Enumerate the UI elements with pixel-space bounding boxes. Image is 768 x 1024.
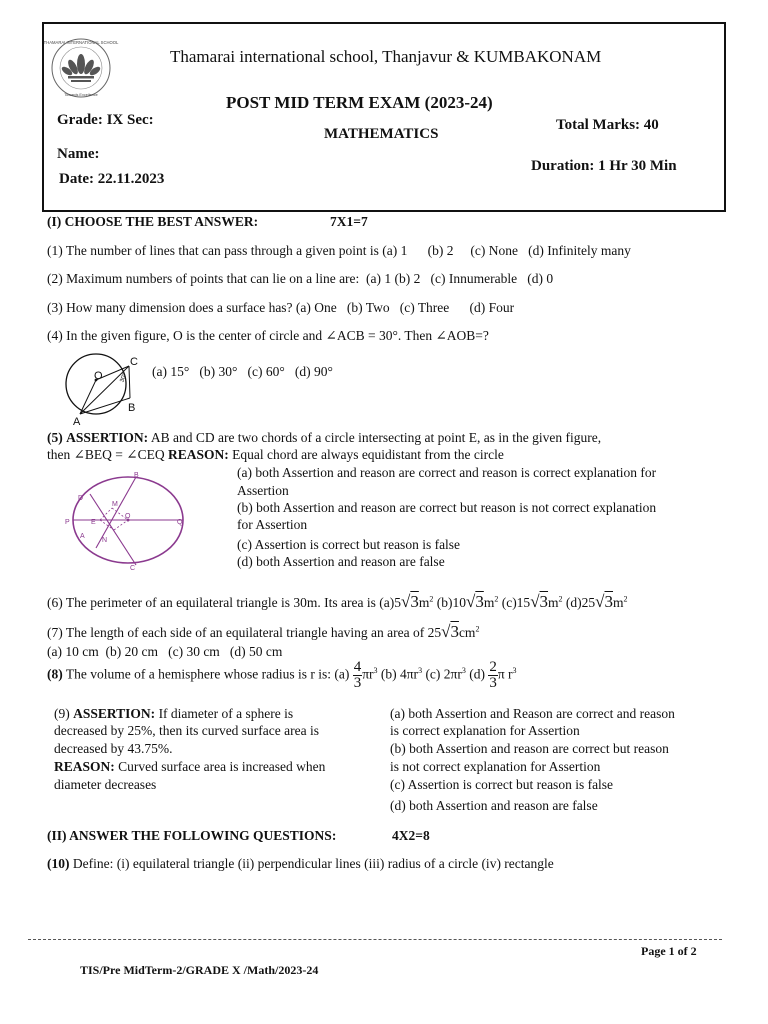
q5-assertion-label: ASSERTION: bbox=[66, 430, 149, 445]
q5-assertion-cont: then ∠BEQ = ∠CEQ bbox=[47, 447, 165, 462]
subject: MATHEMATICS bbox=[324, 126, 439, 142]
q7-unit: cm bbox=[458, 625, 476, 640]
q9-line3: decreased by 43.75%. bbox=[54, 741, 173, 756]
question-3: (3) How many dimension does a surface has? (a) One (b) Two (c) Three (d) Four bbox=[47, 300, 515, 315]
q9-reason-label: REASON: bbox=[54, 759, 115, 774]
question-7-options: (a) 10 cm (b) 20 cm (c) 30 cm (d) 50 cm bbox=[47, 644, 283, 659]
fig-label-angle: 30° bbox=[119, 372, 129, 384]
q6-option-b: (b)10 bbox=[436, 595, 466, 610]
q5-option-b-line1: (b) both Assertion and reason are correct but reason is not correct explanation bbox=[237, 500, 657, 515]
section1-title: (I) CHOOSE THE BEST ANSWER: bbox=[47, 214, 259, 229]
question-4-options: (a) 15° (b) 30° (c) 60° (d) 90° bbox=[152, 364, 333, 379]
section2-marks: 4X2=8 bbox=[392, 828, 430, 843]
q9-option-b-line2: is not correct explanation for Assertion bbox=[390, 759, 601, 774]
q7-stem: (7) The length of each side of an equilateral triangle having an area of 25 bbox=[47, 625, 442, 640]
q8-option-c: (c) 2πr bbox=[425, 666, 462, 682]
q6-root-a: 3 bbox=[410, 592, 419, 611]
q9-line1 bbox=[54, 706, 293, 722]
question-5-line2 bbox=[47, 447, 504, 463]
q9-assertion-1: If diameter of a sphere is bbox=[158, 706, 294, 721]
q9-option-d: (d) both Assertion and reason are false bbox=[390, 798, 598, 813]
question-10 bbox=[47, 856, 554, 872]
q6-root-b: 3 bbox=[475, 592, 484, 611]
question-5-line1 bbox=[47, 430, 601, 446]
q6-unit-c: m bbox=[548, 595, 559, 610]
sqrt-symbol: √ bbox=[595, 592, 605, 611]
question-8: (8) The volume of a hemisphere whose radius is r is: (a) $\frac{4}{3}$ $\pi r^3$ (b) $4\pi r^3$ (c) $2\pi r^3$ (d) $\frac{2}{3}$ π $r^3$ bbox=[47, 659, 517, 691]
q9-number: (9) bbox=[54, 706, 70, 721]
q8-number: (8) bbox=[47, 666, 63, 682]
q5-fig-c: C bbox=[130, 565, 136, 572]
q5-fig-o: O bbox=[125, 513, 131, 520]
footer-code: TIS/Pre MidTerm-2/GRADE X /Math/2023-24 bbox=[80, 963, 319, 977]
q9-line4 bbox=[54, 759, 325, 775]
school-name: Thamarai international school, Thanjavur & KUMBAKONAM bbox=[170, 47, 602, 66]
q6-stem: (6) The perimeter of an equilateral triangle is 30m. Its area is (a)5 bbox=[47, 595, 401, 610]
grade-field: Grade: IX Sec: bbox=[57, 112, 154, 128]
duration: Duration: 1 Hr 30 Min bbox=[531, 158, 677, 174]
sqrt-symbol: √ bbox=[465, 592, 476, 611]
q5-option-c: (c) Assertion is correct but reason is false bbox=[237, 537, 461, 552]
q8-option-d-tail: π r bbox=[497, 666, 513, 682]
q7-root: 3 bbox=[450, 622, 459, 641]
q5-fig-p: P bbox=[65, 519, 70, 526]
q5-circle-figure bbox=[62, 470, 192, 570]
q9-line2: decreased by 25%, then its curved surface area is bbox=[54, 723, 320, 738]
school-logo bbox=[43, 36, 119, 100]
q6-unit-d: m bbox=[613, 595, 624, 610]
q9-option-a-line1: (a) both Assertion and Reason are correct and reason bbox=[390, 706, 675, 721]
exam-date: Date: 22.11.2023 bbox=[59, 171, 165, 187]
q9-assertion-label: ASSERTION: bbox=[73, 706, 156, 721]
sqrt-symbol: √ bbox=[530, 592, 540, 611]
question-1: (1) The number of lines that can pass through a given point is (a) 1 (b) 2 (c) None (d) Infinitely many bbox=[47, 243, 631, 258]
logo-motto: Towards Excellence bbox=[64, 93, 98, 97]
q5-fig-a: A bbox=[80, 533, 85, 540]
exam-title: POST MID TERM EXAM (2023-24) bbox=[226, 93, 493, 112]
q5-assertion-text: AB and CD are two chords of a circle intersecting at point E, as in the given figure, bbox=[150, 430, 602, 445]
q5-reason-label: REASON: bbox=[167, 447, 229, 462]
question-4: (4) In the given figure, O is the center of circle and ∠ACB = 30°. Then ∠AOB=? bbox=[47, 328, 489, 343]
q6-option-c: (c)15 bbox=[501, 595, 531, 610]
total-marks: Total Marks: 40 bbox=[556, 117, 659, 133]
q5-fig-q: Q bbox=[177, 519, 183, 526]
q5-reason-text: Equal chord are always equidistant from the circle bbox=[232, 447, 504, 462]
q5-fig-m: M bbox=[112, 501, 118, 508]
q6-unit-a: m bbox=[418, 595, 430, 610]
q5-fig-e: E bbox=[91, 519, 96, 526]
section2-title: (II) ANSWER THE FOLLOWING QUESTIONS: bbox=[47, 828, 337, 843]
q5-option-d: (d) both Assertion and reason are false bbox=[237, 554, 445, 569]
q6-unit-b: m bbox=[483, 595, 495, 610]
fig-label-o: O bbox=[94, 370, 103, 382]
footer-divider bbox=[28, 939, 722, 940]
q5-option-a-line1: (a) both Assertion and reason are correct and reason is correct explanation for bbox=[237, 465, 657, 480]
q5-fig-d: D bbox=[78, 495, 84, 502]
q5-number: (5) bbox=[47, 430, 63, 445]
q6-root-c: 3 bbox=[539, 592, 549, 611]
section1-marks: 7X1=7 bbox=[330, 214, 368, 229]
page-number: Page 1 of 2 bbox=[641, 944, 697, 958]
q8-option-b: (b) 4πr bbox=[380, 666, 419, 682]
q4-circle-figure bbox=[58, 352, 148, 426]
q8-stem: The volume of a hemisphere whose radius is r is: (a) bbox=[65, 666, 350, 682]
q5-option-b-line2: for Assertion bbox=[237, 517, 308, 532]
q9-line5: diameter decreases bbox=[54, 777, 157, 792]
q10-text: Define: (i) equilateral triangle (ii) perpendicular lines (iii) radius of a circle (iv) rectangle bbox=[72, 856, 554, 871]
q8-option-a-tail: πr bbox=[362, 666, 374, 682]
fig-label-c: C bbox=[130, 356, 138, 368]
name-field: Name: bbox=[57, 146, 100, 162]
q10-number: (10) bbox=[47, 856, 70, 871]
logo-text: THAMARAI INTERNATIONAL SCHOOL bbox=[43, 40, 119, 45]
q6-option-d: (d)25 bbox=[565, 595, 596, 610]
q9-option-b-line1: (b) both Assertion and reason are correct but reason bbox=[390, 741, 669, 756]
q8-option-d: (d) bbox=[469, 666, 485, 682]
sqrt-symbol: √ bbox=[400, 592, 411, 611]
question-6: (6) The perimeter of an equilateral triangle is 30m. Its area is $(a)5√3m^2$ $(b)10√3m^2$ $(c)15√3m^2$ $(d)25√3m^2$ bbox=[47, 592, 628, 611]
question-7: (7) The length of each side of an equilateral triangle having an area of $25√3cm^2$ bbox=[47, 622, 480, 641]
q9-reason-1: Curved surface area is increased when bbox=[118, 759, 326, 774]
sqrt-symbol: √ bbox=[441, 622, 451, 641]
q8-fraction-d: $\frac{2}{3}$ bbox=[489, 659, 497, 691]
q8-fraction-a: $\frac{4}{3}$ bbox=[353, 659, 362, 691]
q6-root-d: 3 bbox=[604, 592, 614, 611]
fig-label-b: B bbox=[128, 402, 136, 414]
q9-option-c: (c) Assertion is correct but reason is false bbox=[390, 777, 614, 792]
q5-option-a-line2: Assertion bbox=[237, 483, 289, 498]
question-2: (2) Maximum numbers of points that can lie on a line are: (a) 1 (b) 2 (c) Innumerable (d) 0 bbox=[47, 271, 554, 286]
q5-fig-n: N bbox=[102, 537, 108, 544]
q5-fig-b: B bbox=[134, 472, 139, 479]
fig-label-a: A bbox=[73, 416, 81, 428]
q9-option-a-line2: is correct explanation for Assertion bbox=[390, 723, 580, 738]
